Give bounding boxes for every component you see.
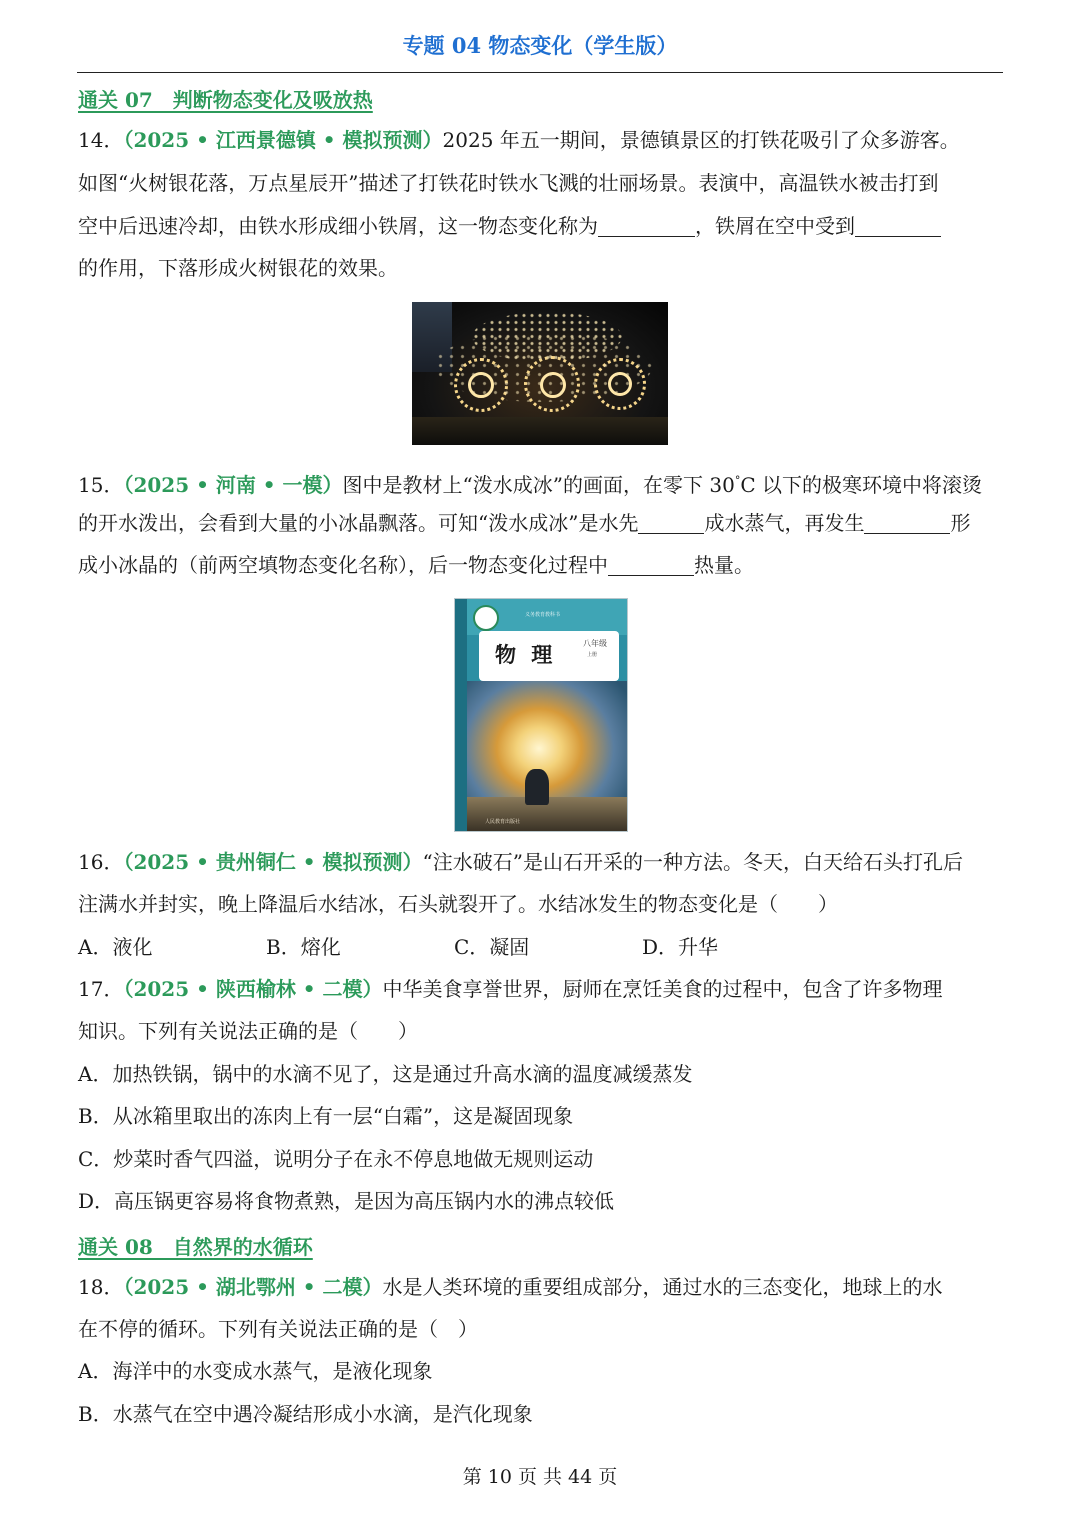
q16-source: （2025 • 贵州铜仁 • 模拟预测） xyxy=(123,850,423,874)
q17-line-1 xyxy=(78,975,1003,1003)
book-grade: 八年级 xyxy=(583,639,607,648)
physics-textbook-cover xyxy=(454,598,628,832)
answer-blank[interactable] xyxy=(608,553,694,576)
q17-text-1: 中华美食享誉世界，厨师在烹饪美食的过程中，包含了许多物理 xyxy=(382,977,943,1001)
answer-blank[interactable] xyxy=(864,511,950,534)
header-divider xyxy=(77,72,1003,73)
q16-option-b[interactable]: B．熔化 xyxy=(266,935,341,959)
q16-line-1 xyxy=(78,848,1003,876)
q14-text-3b: ，铁屑在空中受到 xyxy=(695,214,855,238)
publisher-logo-icon xyxy=(473,605,499,631)
q16-option-c[interactable]: C．凝固 xyxy=(454,935,530,959)
answer-blank[interactable] xyxy=(855,214,941,237)
book-press-name: 人民教育出版社 xyxy=(485,819,521,825)
book-title-box xyxy=(479,631,619,681)
q14-line-2: 如图“火树银花落，万点星辰开”描述了打铁花时铁水飞溅的壮丽场景。表演中，高温铁水被击打到 xyxy=(78,171,939,195)
book-title: 物 理 xyxy=(495,643,557,667)
q15-number: 15． xyxy=(78,473,124,497)
q15-text-2a: 的开水泼出，会看到大量的小冰晶飘落。可知“泼水成冰”是水先 xyxy=(78,511,639,535)
q15-source: （2025 • 河南 • 一模） xyxy=(123,473,343,497)
q15-text-1b: C 以下的极寒环境中将滚烫 xyxy=(740,473,982,497)
q18-line-1 xyxy=(78,1273,1003,1301)
degree-sign: ° xyxy=(734,474,741,487)
q17-line-2: 知识。下列有关说法正确的是（ ） xyxy=(78,1019,418,1043)
sparks-field xyxy=(432,332,652,402)
q17-option-c[interactable]: C．炒菜时香气四溢，说明分子在永不停息地做无规则运动 xyxy=(78,1147,594,1171)
q14-line-3 xyxy=(78,212,1003,240)
iron-flower-photo xyxy=(412,302,668,445)
q14-text-3a: 空中后迅速冷却，由铁水形成细小铁屑，这一物态变化称为 xyxy=(78,214,598,238)
q15-text-3b: 热量。 xyxy=(694,553,754,577)
section-title-08: 通关 08 自然界的水循环 xyxy=(78,1235,313,1259)
q14-line-1 xyxy=(78,126,1003,154)
book-series-label: 义务教育教科书 xyxy=(525,612,561,618)
q18-source: （2025 • 湖北鄂州 • 二模） xyxy=(123,1275,383,1299)
q14-number: 14． xyxy=(78,128,124,152)
q14-source: （2025 • 江西景德镇 • 模拟预测） xyxy=(123,128,443,152)
q15-text-2b: 成水蒸气，再发生 xyxy=(704,511,865,535)
q17-source: （2025 • 陕西榆林 • 二模） xyxy=(123,977,383,1001)
q15-text-1a: 图中是教材上“泼水成冰”的画面，在零下 30 xyxy=(342,473,735,497)
q16-option-a[interactable]: A．液化 xyxy=(78,935,153,959)
q18-number: 18． xyxy=(78,1275,124,1299)
page-footer-number: 第 10 页 共 44 页 xyxy=(462,1466,618,1488)
answer-blank[interactable] xyxy=(638,511,704,534)
section-title-07: 通关 07 判断物态变化及吸放热 xyxy=(78,88,373,112)
q17-number: 17． xyxy=(78,977,124,1001)
q15-line-3 xyxy=(78,551,1003,579)
q16-number: 16． xyxy=(78,850,124,874)
q16-text-1: “注水破石”是山石开采的一种方法。冬天，白天给石头打孔后 xyxy=(422,850,963,874)
q15-text-3a: 成小冰晶的（前两空填物态变化名称），后一物态变化过程中 xyxy=(78,553,608,577)
q16-line-2: 注满水并封实，晚上降温后水结冰，石头就裂开了。水结冰发生的物态变化是（ ） xyxy=(78,892,838,916)
q18-option-a[interactable]: A．海洋中的水变成水蒸气，是液化现象 xyxy=(78,1359,433,1383)
q18-option-b[interactable]: B．水蒸气在空中遇冷凝结形成小水滴，是汽化现象 xyxy=(78,1402,533,1426)
q18-line-2: 在不停的循环。下列有关说法正确的是（ ） xyxy=(78,1317,478,1341)
book-grade-volume: 上册 xyxy=(587,652,598,658)
q18-text-1: 水是人类环境的重要组成部分，通过水的三态变化，地球上的水 xyxy=(382,1275,943,1299)
q15-text-2c: 形 xyxy=(950,511,971,535)
q17-option-d[interactable]: D．高压锅更容易将食物煮熟，是因为高压锅内水的沸点较低 xyxy=(78,1189,615,1213)
q17-option-b[interactable]: B．从冰箱里取出的冻肉上有一层“白霜”，这是凝固现象 xyxy=(78,1104,574,1128)
q15-line-2 xyxy=(78,509,1003,537)
ground xyxy=(412,417,668,445)
q15-line-1 xyxy=(78,467,1003,499)
q16-options xyxy=(78,933,1003,961)
book-spine xyxy=(455,599,467,831)
person-silhouette xyxy=(525,769,549,805)
q16-option-d[interactable]: D．升华 xyxy=(642,935,719,959)
answer-blank[interactable] xyxy=(598,214,695,237)
page-header-title: 专题 04 物态变化（学生版） xyxy=(402,33,678,58)
q17-option-a[interactable]: A．加热铁锅，锅中的水滴不见了，这是通过升高水滴的温度减缓蒸发 xyxy=(78,1062,693,1086)
q14-line-4: 的作用，下落形成火树银花的效果。 xyxy=(78,256,398,280)
q14-text-1: 2025 年五一期间，景德镇景区的打铁花吸引了众多游客。 xyxy=(442,128,960,152)
